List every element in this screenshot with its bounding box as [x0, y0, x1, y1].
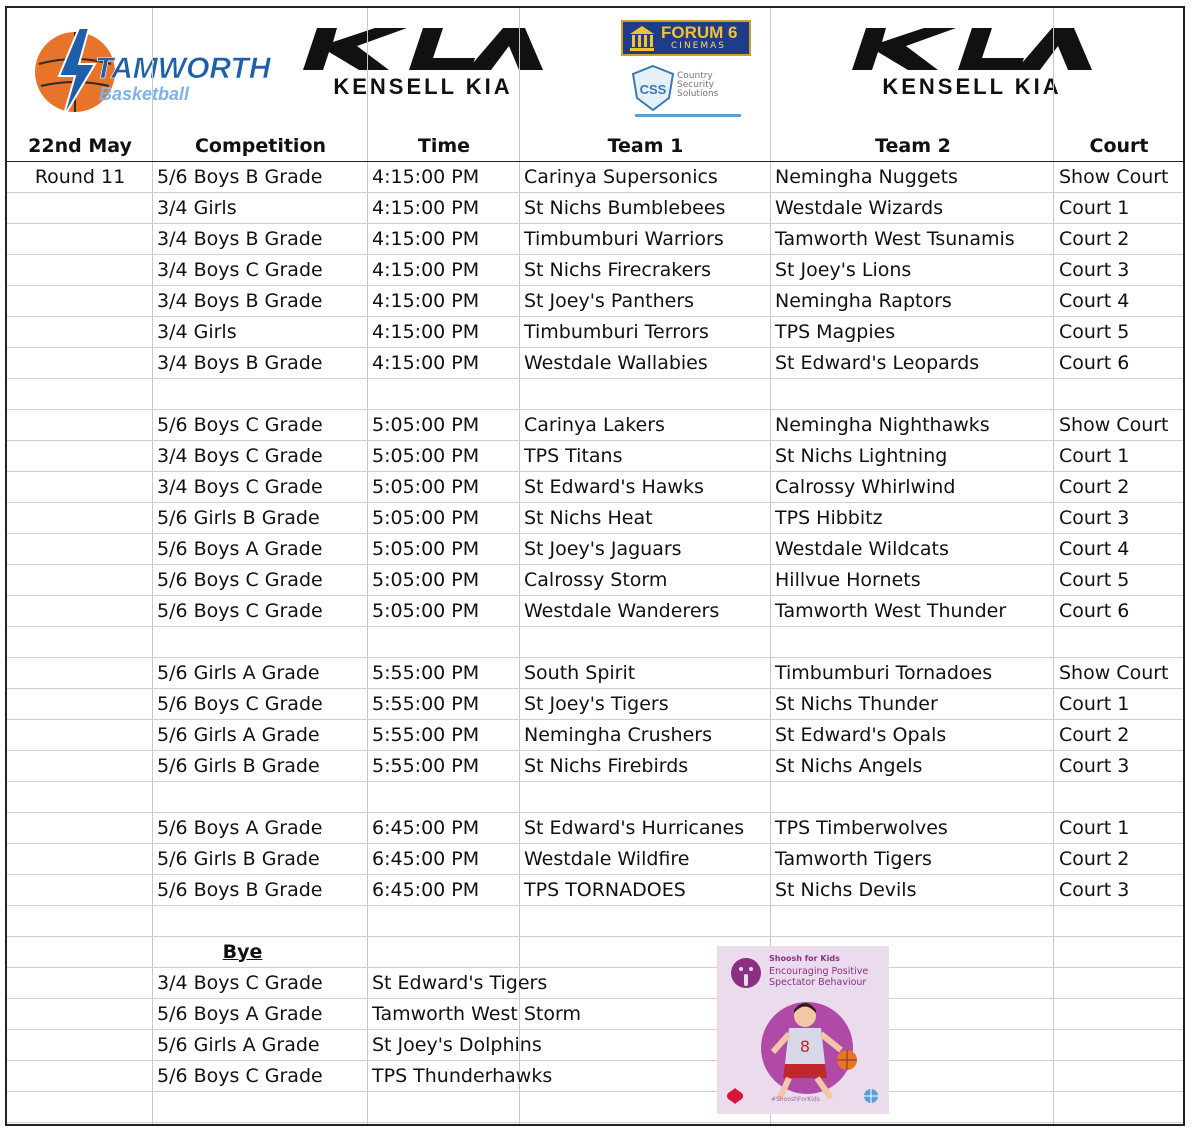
cell-date [7, 347, 153, 378]
fixture-row [7, 471, 1183, 502]
fixture-row [7, 285, 1183, 316]
cell-team-1: Carinya Lakers [520, 409, 771, 440]
basketball-icon [29, 24, 271, 120]
cell-court: Show Court [1055, 161, 1183, 192]
cell-team-2: St Edward's Opals [771, 719, 1055, 750]
bye-row [7, 1060, 1183, 1091]
cell-team-2: Timbumburi Tornadoes [771, 657, 1055, 688]
cell-team-1: St Nichs Heat [520, 502, 771, 533]
cell-team-2: Westdale Wizards [771, 192, 1055, 223]
cell-team-2: TPS Magpies [771, 316, 1055, 347]
cell-time: 6:45:00 PM [368, 843, 520, 874]
cell-date [7, 440, 153, 471]
fixture-row [7, 874, 1183, 905]
fixture-row [7, 688, 1183, 719]
spacer-row [7, 378, 1183, 409]
cell-team-1 [520, 378, 771, 409]
cell-team-2: Tamworth West Tsunamis [771, 223, 1055, 254]
cell-team-2: St Edward's Leopards [771, 347, 1055, 378]
column-header-competition: Competition [153, 131, 368, 161]
cell-competition: 3/4 Girls [153, 316, 368, 347]
kia-logo-icon [846, 24, 1098, 72]
cell-court [1055, 905, 1183, 936]
cell-competition: 3/4 Boys B Grade [153, 223, 368, 254]
cell-competition [153, 905, 368, 936]
cell-date [7, 967, 153, 998]
cell-competition [153, 626, 368, 657]
cell-time: 5:05:00 PM [368, 440, 520, 471]
cell-time: 5:05:00 PM [368, 471, 520, 502]
shoosh-for-kids-poster [717, 946, 889, 1114]
cell-court: Court 5 [1055, 564, 1183, 595]
cell-team-2: Hillvue Hornets [771, 564, 1055, 595]
fixture-row [7, 502, 1183, 533]
cell-competition: 5/6 Boys B Grade [153, 874, 368, 905]
fixture-row [7, 161, 1183, 192]
cell-court: Show Court [1055, 409, 1183, 440]
fixture-table [7, 131, 1183, 1123]
spacer-row [7, 781, 1183, 812]
poster-hashtag: #ShooshForKids [771, 1096, 820, 1103]
cell-competition: 3/4 Boys C Grade [153, 440, 368, 471]
fixture-row [7, 812, 1183, 843]
cell-time: 6:45:00 PM [368, 874, 520, 905]
cell-time: 5:55:00 PM [368, 688, 520, 719]
cell-team-1: Carinya Supersonics [520, 161, 771, 192]
column-header-time: Time [368, 131, 520, 161]
fixture-row [7, 750, 1183, 781]
cell-time: 5:55:00 PM [368, 750, 520, 781]
cell-team-1: St Edward's Hurricanes [520, 812, 771, 843]
poster-title: Shoosh for Kids [769, 954, 840, 963]
cell-date [7, 1029, 153, 1060]
cell-team-2: Tamworth West Thunder [771, 595, 1055, 626]
cell-date [7, 657, 153, 688]
cell-team-1: St Nichs Firecrakers [520, 254, 771, 285]
bye-heading: Bye [153, 936, 368, 967]
cell-team-2 [771, 378, 1055, 409]
poster-subtitle: Encouraging Positive Spectator Behaviour [769, 966, 869, 988]
cell-time: 6:45:00 PM [368, 812, 520, 843]
svg-text:8: 8 [799, 1037, 811, 1056]
cell-date [7, 192, 153, 223]
kensell-kia-name: KENSELL KIA [882, 74, 1062, 99]
cell-date [7, 812, 153, 843]
bye-competition: 5/6 Boys C Grade [153, 1060, 368, 1091]
cell-date [7, 998, 153, 1029]
forum-title: FORUM 6 [661, 23, 738, 42]
cell-court: Court 2 [1055, 843, 1183, 874]
fixture-row [7, 409, 1183, 440]
cell-team-1 [520, 905, 771, 936]
column-header-court: Court [1055, 131, 1183, 161]
cell-court: Court 3 [1055, 254, 1183, 285]
cell-time: 4:15:00 PM [368, 316, 520, 347]
cell-court: Court 1 [1055, 688, 1183, 719]
cell-empty [7, 1091, 153, 1122]
cell-team-1: Timbumburi Terrors [520, 316, 771, 347]
cell-time: 4:15:00 PM [368, 285, 520, 316]
cell-team-1: Westdale Wallabies [520, 347, 771, 378]
cell-court: Court 1 [1055, 812, 1183, 843]
cell-team-2: Tamworth Tigers [771, 843, 1055, 874]
cell-time: 5:05:00 PM [368, 595, 520, 626]
column-header-team-1: Team 1 [520, 131, 771, 161]
tamworth-basketball-logo [29, 24, 271, 120]
fixture-row [7, 347, 1183, 378]
cell-team-2 [771, 905, 1055, 936]
cell-competition: 5/6 Boys A Grade [153, 812, 368, 843]
cell-court: Court 6 [1055, 595, 1183, 626]
fixture-row [7, 564, 1183, 595]
cell-date [7, 626, 153, 657]
css-wordmark: Country Security Solutions [677, 71, 719, 99]
cell-court [1055, 626, 1183, 657]
cell-time: 5:55:00 PM [368, 657, 520, 688]
shush-face-icon [729, 956, 763, 990]
cell-time: 4:15:00 PM [368, 347, 520, 378]
nsw-government-icon [725, 1086, 745, 1106]
cell-time: 5:55:00 PM [368, 719, 520, 750]
cell-competition: 5/6 Boys C Grade [153, 564, 368, 595]
cell-team-2: Nemingha Nuggets [771, 161, 1055, 192]
cell-team-2 [771, 781, 1055, 812]
cell-competition: 5/6 Boys C Grade [153, 595, 368, 626]
cell-empty [1055, 967, 1183, 998]
bye-competition: 3/4 Boys C Grade [153, 967, 368, 998]
fixture-row [7, 440, 1183, 471]
cell-team-2: Calrossy Whirlwind [771, 471, 1055, 502]
cell-team-1: TPS Titans [520, 440, 771, 471]
cell-empty [1055, 1029, 1183, 1060]
cell-time [368, 626, 520, 657]
cell-date [7, 285, 153, 316]
cell-date [7, 936, 153, 967]
cell-empty [1055, 936, 1183, 967]
cell-court: Court 1 [1055, 192, 1183, 223]
cell-team-1: St Joey's Tigers [520, 688, 771, 719]
cell-competition: 3/4 Boys B Grade [153, 347, 368, 378]
cell-date [7, 533, 153, 564]
svg-text:TAMWORTH: TAMWORTH [95, 52, 271, 85]
cell-date [7, 595, 153, 626]
cell-team-1: Westdale Wanderers [520, 595, 771, 626]
shield-icon [629, 64, 677, 112]
cell-team-1: St Edward's Hawks [520, 471, 771, 502]
country-security-solutions-logo [629, 62, 749, 118]
cell-competition [153, 781, 368, 812]
cell-competition: 5/6 Girls B Grade [153, 502, 368, 533]
bye-header-row [7, 936, 1183, 967]
fixture-row [7, 316, 1183, 347]
bye-team: TPS Thunderhawks [368, 1060, 771, 1091]
spacer-row [7, 905, 1183, 936]
fixture-row [7, 254, 1183, 285]
cell-competition [153, 378, 368, 409]
cell-court [1055, 378, 1183, 409]
cell-date [7, 781, 153, 812]
cell-team-1: St Joey's Jaguars [520, 533, 771, 564]
cell-date [7, 1060, 153, 1091]
cell-team-1: Westdale Wildfire [520, 843, 771, 874]
cell-team-2: St Nichs Thunder [771, 688, 1055, 719]
cell-time: 5:05:00 PM [368, 409, 520, 440]
kensell-kia-logo-left [288, 24, 558, 114]
cell-court: Court 2 [1055, 223, 1183, 254]
cell-team-2: St Nichs Devils [771, 874, 1055, 905]
cell-date [7, 719, 153, 750]
cell-team-1: St Joey's Panthers [520, 285, 771, 316]
cell-team-1: Calrossy Storm [520, 564, 771, 595]
cell-court: Court 5 [1055, 316, 1183, 347]
schedule-sheet [5, 6, 1185, 1126]
cell-date [7, 905, 153, 936]
cell-court: Court 4 [1055, 533, 1183, 564]
cell-competition: 5/6 Boys C Grade [153, 688, 368, 719]
svg-text:CSS: CSS [639, 82, 667, 97]
cell-court: Court 2 [1055, 719, 1183, 750]
cell-time [368, 781, 520, 812]
round-label: Round 11 [7, 161, 153, 192]
bye-team: St Edward's Tigers [368, 967, 771, 998]
cell-time: 5:05:00 PM [368, 564, 520, 595]
cell-team-2: TPS Timberwolves [771, 812, 1055, 843]
cell-team-1: Nemingha Crushers [520, 719, 771, 750]
cell-team-2: St Nichs Angels [771, 750, 1055, 781]
fixture-row [7, 223, 1183, 254]
cell-empty [1055, 1091, 1183, 1122]
cell-date [7, 688, 153, 719]
cell-court [1055, 781, 1183, 812]
cell-team-2: St Nichs Lightning [771, 440, 1055, 471]
cell-team-1: St Nichs Firebirds [520, 750, 771, 781]
cell-empty [368, 936, 520, 967]
cell-team-2: Nemingha Nighthawks [771, 409, 1055, 440]
fixture-row [7, 192, 1183, 223]
cell-team-1: South Spirit [520, 657, 771, 688]
bye-row [7, 998, 1183, 1029]
cell-date [7, 316, 153, 347]
cell-time [368, 378, 520, 409]
kensell-kia-logo-right [837, 24, 1107, 114]
cell-time [368, 905, 520, 936]
cell-date [7, 471, 153, 502]
cell-team-2: Nemingha Raptors [771, 285, 1055, 316]
building-icon [627, 23, 657, 53]
cell-competition: 3/4 Boys C Grade [153, 471, 368, 502]
cell-empty [368, 1091, 520, 1122]
cell-competition: 5/6 Boys A Grade [153, 533, 368, 564]
cell-competition: 5/6 Girls A Grade [153, 719, 368, 750]
cell-date [7, 564, 153, 595]
cell-date [7, 223, 153, 254]
cell-court: Show Court [1055, 657, 1183, 688]
cell-date [7, 378, 153, 409]
cell-time: 4:15:00 PM [368, 223, 520, 254]
cell-team-1: St Nichs Bumblebees [520, 192, 771, 223]
cell-competition: 3/4 Boys C Grade [153, 254, 368, 285]
bye-competition: 5/6 Girls A Grade [153, 1029, 368, 1060]
cell-court: Court 3 [1055, 750, 1183, 781]
cell-empty [1055, 998, 1183, 1029]
cell-team-1: TPS TORNADOES [520, 874, 771, 905]
cell-time: 5:05:00 PM [368, 533, 520, 564]
cell-competition: 3/4 Girls [153, 192, 368, 223]
bye-row [7, 1029, 1183, 1060]
cell-empty [1055, 1060, 1183, 1091]
cell-team-2 [771, 626, 1055, 657]
bye-team: Tamworth West Storm [368, 998, 771, 1029]
cell-date [7, 409, 153, 440]
column-header-team-2: Team 2 [771, 131, 1055, 161]
cell-court: Court 4 [1055, 285, 1183, 316]
cell-court: Court 3 [1055, 502, 1183, 533]
cell-court: Court 6 [1055, 347, 1183, 378]
basketball-nsw-icon [863, 1088, 879, 1104]
cell-competition: 5/6 Boys C Grade [153, 409, 368, 440]
cell-competition: 5/6 Boys B Grade [153, 161, 368, 192]
cell-team-2: St Joey's Lions [771, 254, 1055, 285]
cell-date [7, 874, 153, 905]
cell-team-1: Timbumburi Warriors [520, 223, 771, 254]
kensell-kia-name: KENSELL KIA [333, 74, 513, 99]
forum-6-cinemas-logo [621, 20, 751, 56]
cell-competition: 5/6 Girls B Grade [153, 843, 368, 874]
fixture-row [7, 843, 1183, 874]
bye-competition: 5/6 Boys A Grade [153, 998, 368, 1029]
cell-time: 4:15:00 PM [368, 161, 520, 192]
cell-date [7, 750, 153, 781]
forum-subtitle: CINEMAS [671, 41, 726, 51]
cell-team-1 [520, 626, 771, 657]
css-underline [635, 114, 741, 117]
cell-competition: 5/6 Girls A Grade [153, 657, 368, 688]
fixture-row [7, 657, 1183, 688]
spacer-row [7, 1091, 1183, 1122]
svg-text:Basketball: Basketball [99, 84, 190, 104]
cell-time: 4:15:00 PM [368, 192, 520, 223]
cell-court: Court 2 [1055, 471, 1183, 502]
cell-competition: 3/4 Boys B Grade [153, 285, 368, 316]
cell-competition: 5/6 Girls B Grade [153, 750, 368, 781]
sponsor-logo-band [7, 8, 1183, 131]
header-row [7, 131, 1183, 161]
cell-court: Court 3 [1055, 874, 1183, 905]
bye-team: St Joey's Dolphins [368, 1029, 771, 1060]
cell-team-2: Westdale Wildcats [771, 533, 1055, 564]
cell-date [7, 254, 153, 285]
cell-court: Court 1 [1055, 440, 1183, 471]
cell-time: 4:15:00 PM [368, 254, 520, 285]
cell-date [7, 502, 153, 533]
cell-time: 5:05:00 PM [368, 502, 520, 533]
fixture-row [7, 533, 1183, 564]
spacer-row [7, 626, 1183, 657]
cell-team-1 [520, 781, 771, 812]
cell-date [7, 843, 153, 874]
kia-logo-icon [297, 24, 549, 72]
bye-row [7, 967, 1183, 998]
cell-team-2: TPS Hibbitz [771, 502, 1055, 533]
fixture-row [7, 595, 1183, 626]
column-header-date: 22nd May [7, 131, 153, 161]
fixture-row [7, 719, 1183, 750]
cell-empty [153, 1091, 368, 1122]
